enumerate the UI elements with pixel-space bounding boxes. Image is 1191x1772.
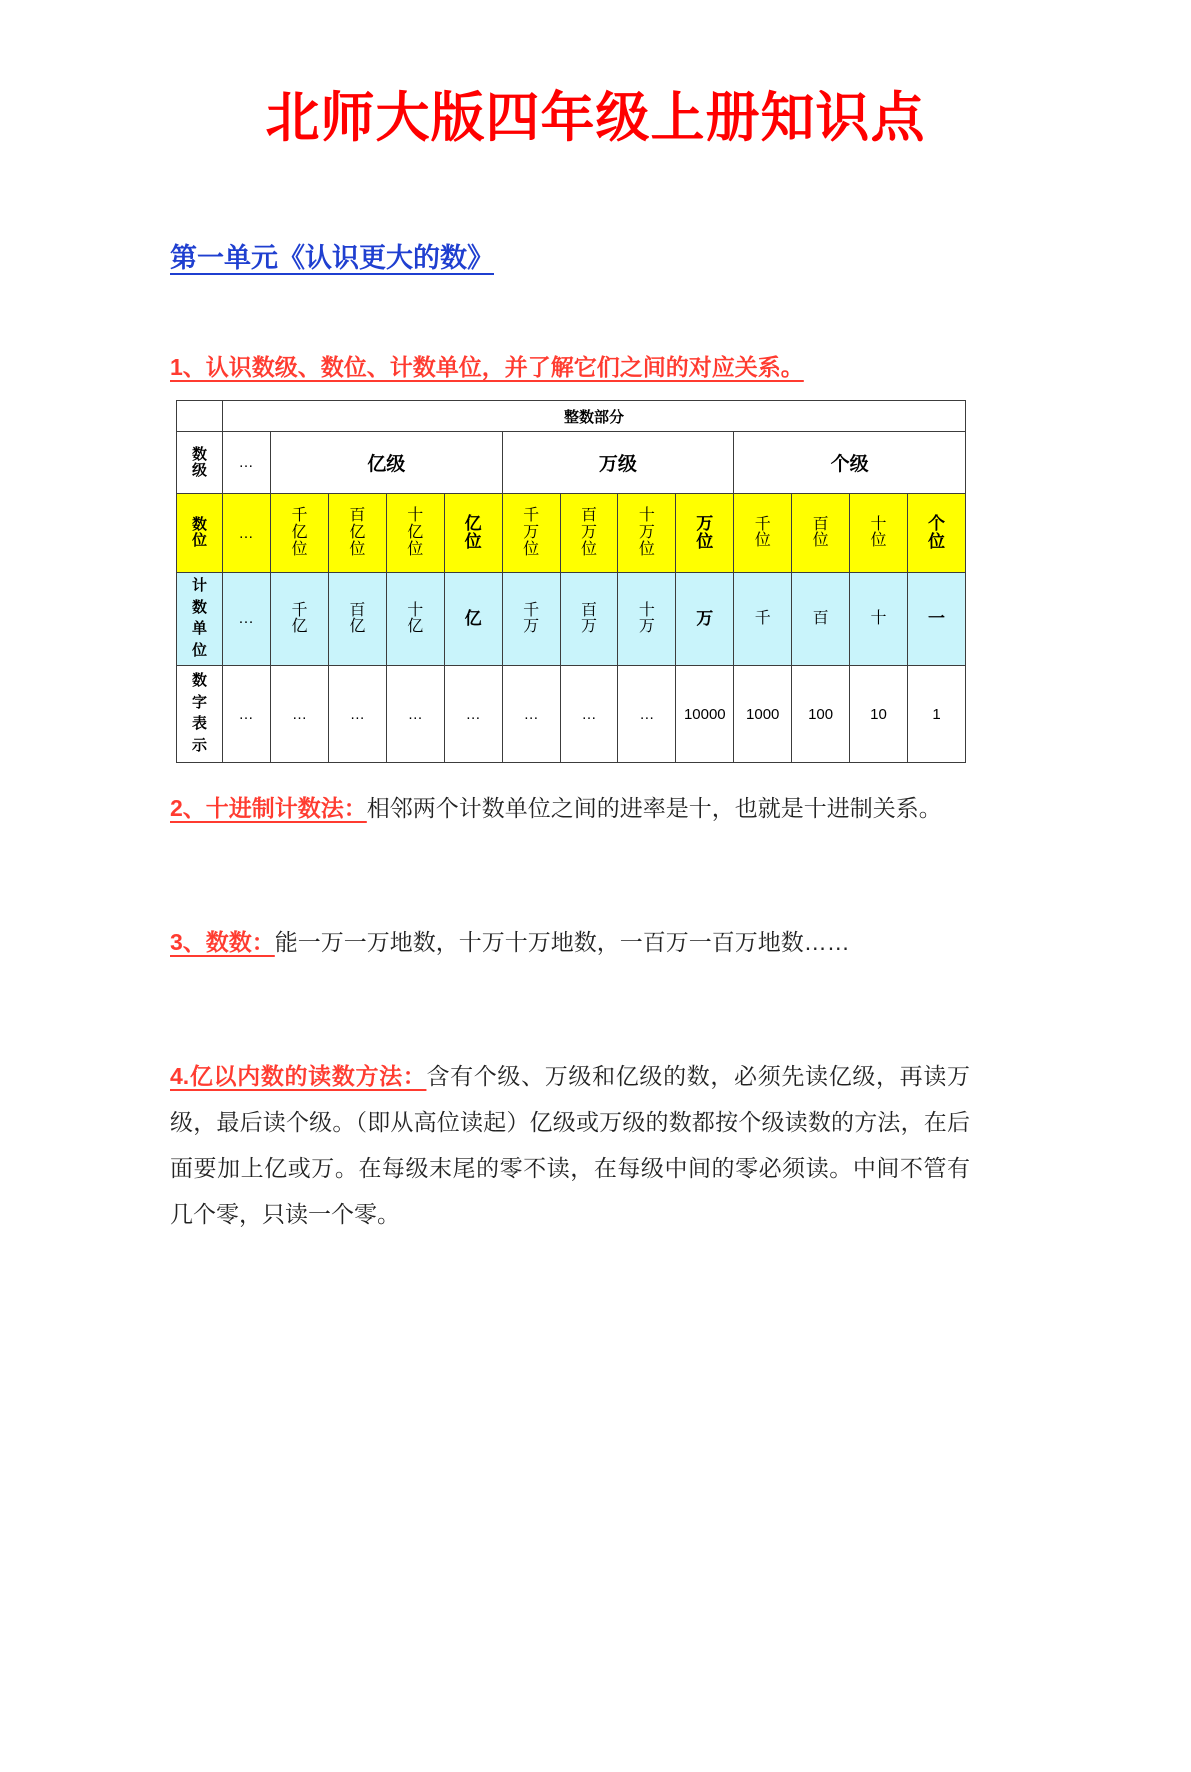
- numeric-cell: …: [560, 666, 618, 763]
- stack-char: 亿: [464, 609, 482, 629]
- unit-ellipsis-cell: …: [223, 573, 271, 666]
- stack-char: 万: [638, 523, 655, 541]
- section-2-lead: 2、十进制计数法：: [170, 795, 367, 822]
- section-3-body: 能一万一万地数，十万十万地数，一百万一百万地数……: [274, 929, 850, 956]
- stack-char: 万: [580, 523, 597, 541]
- section-2-paragraph: [170, 785, 970, 831]
- stack-char: 十: [407, 601, 424, 619]
- grade-cell-wan: 万级: [502, 432, 734, 494]
- stack-char: 十: [870, 515, 887, 533]
- table-row-top-header: [177, 401, 966, 432]
- digit-stack: [329, 508, 386, 559]
- numeric-cell: …: [271, 666, 329, 763]
- stack-char: 千: [754, 515, 771, 533]
- row-label-digit: 数 位: [177, 494, 223, 573]
- spacer: [0, 831, 1191, 897]
- digit-stack: [445, 515, 502, 551]
- stack-char: 亿: [291, 523, 308, 541]
- unit-stack: [271, 603, 328, 637]
- count-unit-cell: [560, 573, 618, 666]
- count-unit-cell: [444, 573, 502, 666]
- stack-char: 位: [580, 540, 597, 558]
- stack-char: 千: [754, 609, 771, 627]
- unit-stack: [387, 603, 444, 637]
- stack-char: 十: [638, 507, 655, 525]
- stack-char: 亿: [349, 523, 366, 541]
- row-label-count-unit: 计 数 单 位: [177, 573, 223, 666]
- stack-char: 位: [638, 540, 655, 558]
- digit-stack: [734, 517, 791, 551]
- corner-cell: [177, 401, 223, 432]
- stack-char: 百: [580, 601, 597, 619]
- unit-stack: [676, 610, 733, 628]
- count-unit-cell: [502, 573, 560, 666]
- stack-char: 万: [638, 618, 655, 636]
- digit-cell: [618, 494, 676, 573]
- section-3-lead: 3、数数：: [170, 929, 275, 956]
- stack-char: 位: [927, 532, 945, 552]
- stack-char: 个: [927, 514, 945, 534]
- section-1-heading: [170, 349, 1191, 382]
- numeric-cell: …: [444, 666, 502, 763]
- row-label-numeric: 数 字 表 示: [177, 666, 223, 763]
- digit-stack: [271, 508, 328, 559]
- digit-cell: [850, 494, 908, 573]
- unit-heading: 第一单元《认识更大的数》: [170, 243, 494, 274]
- count-unit-cell: [907, 573, 965, 666]
- grade-ellipsis-cell: …: [223, 432, 271, 494]
- numeric-ellipsis-cell: …: [223, 666, 271, 763]
- stack-char: 十: [870, 609, 887, 627]
- digit-cell: [328, 494, 386, 573]
- unit-heading-row: [0, 148, 1191, 275]
- table-row-digit-place: [177, 494, 966, 573]
- stack-char: 千: [523, 507, 540, 525]
- page-title: 北师大版四年级上册知识点: [265, 88, 926, 148]
- count-unit-cell: [676, 573, 734, 666]
- stack-char: 位: [291, 540, 308, 558]
- numeric-cell: 100: [792, 666, 850, 763]
- count-unit-cell: [734, 573, 792, 666]
- place-value-table-wrap: [176, 400, 1191, 763]
- stack-char: 万: [580, 618, 597, 636]
- place-value-table: [176, 400, 966, 763]
- table-row-numeric: [177, 666, 966, 763]
- stack-char: 百: [812, 609, 829, 627]
- document-page: [0, 88, 1191, 1772]
- stack-char: 亿: [291, 618, 308, 636]
- stack-char: 位: [696, 532, 714, 552]
- stack-char: 百: [349, 601, 366, 619]
- numeric-cell: …: [328, 666, 386, 763]
- digit-ellipsis-cell: …: [223, 494, 271, 573]
- count-unit-cell: [271, 573, 329, 666]
- stack-char: 万: [696, 514, 714, 534]
- stack-char: 千: [291, 601, 308, 619]
- unit-stack: [329, 603, 386, 637]
- digit-cell: [444, 494, 502, 573]
- top-header-cell: 整数部分: [223, 401, 966, 432]
- digit-cell: [734, 494, 792, 573]
- numeric-cell: 1000: [734, 666, 792, 763]
- stack-char: 位: [812, 532, 829, 550]
- digit-stack: [618, 508, 675, 559]
- section-4-paragraph: [170, 1053, 970, 1237]
- numeric-cell: 1: [907, 666, 965, 763]
- stack-char: 千: [523, 601, 540, 619]
- unit-stack: [445, 610, 502, 628]
- grade-cell-yi: 亿级: [271, 432, 503, 494]
- section-1-lead: 1、认识数级、数位、计数单位，并了解它们之间的对应关系。: [170, 354, 804, 381]
- stack-char: 位: [870, 532, 887, 550]
- table-row-grade: [177, 432, 966, 494]
- digit-stack: [850, 517, 907, 551]
- unit-stack: [850, 611, 907, 628]
- numeric-cell: …: [618, 666, 676, 763]
- stack-char: 亿: [407, 523, 424, 541]
- unit-stack: [561, 603, 618, 637]
- digit-cell: [502, 494, 560, 573]
- digit-cell: [386, 494, 444, 573]
- digit-cell: [792, 494, 850, 573]
- stack-char: 百: [349, 507, 366, 525]
- stack-char: 位: [754, 532, 771, 550]
- count-unit-cell: [328, 573, 386, 666]
- row-label-grade: 数 级: [177, 432, 223, 494]
- count-unit-cell: [618, 573, 676, 666]
- table-row-count-unit: [177, 573, 966, 666]
- numeric-cell: …: [502, 666, 560, 763]
- numeric-cell: 10: [850, 666, 908, 763]
- section-4-body: 含有个级、万级和亿级的数，必须先读亿级，再读万级，最后读个级。（即从高位读起）亿级或万级的数都按个级读数的方法，在后面要加上亿或万。在每级末尾的零不读，在每级中间的零必须读。中间不管有几个零，只读一个零。: [170, 1063, 970, 1228]
- stack-char: 位: [523, 540, 540, 558]
- section-2-body: 相邻两个计数单位之间的进率是十，也就是十进制关系。: [366, 795, 942, 822]
- stack-char: 十: [407, 507, 424, 525]
- digit-stack: [792, 517, 849, 551]
- unit-stack: [618, 603, 675, 637]
- count-unit-cell: [850, 573, 908, 666]
- section-4-lead: 4.亿以内数的读数方法：: [170, 1063, 427, 1090]
- digit-stack: [676, 515, 733, 551]
- stack-char: 位: [464, 532, 482, 552]
- stack-char: 一: [927, 609, 945, 629]
- digit-stack: [908, 515, 965, 551]
- numeric-cell: 10000: [676, 666, 734, 763]
- numeric-cell: …: [386, 666, 444, 763]
- stack-char: 十: [638, 601, 655, 619]
- section-3-paragraph: [170, 919, 970, 965]
- digit-stack: [503, 508, 560, 559]
- count-unit-cell: [386, 573, 444, 666]
- unit-stack: [503, 603, 560, 637]
- stack-char: 亿: [464, 514, 482, 534]
- digit-stack: [561, 508, 618, 559]
- digit-stack: [387, 508, 444, 559]
- digit-cell: [907, 494, 965, 573]
- stack-char: 万: [523, 618, 540, 636]
- grade-cell-ge: 个级: [734, 432, 966, 494]
- stack-char: 亿: [407, 618, 424, 636]
- digit-cell: [676, 494, 734, 573]
- stack-char: 位: [407, 540, 424, 558]
- unit-stack: [792, 611, 849, 628]
- unit-stack: [908, 610, 965, 628]
- stack-char: 万: [696, 609, 714, 629]
- unit-stack: [734, 611, 791, 628]
- stack-char: 位: [349, 540, 366, 558]
- stack-char: 百: [812, 515, 829, 533]
- stack-char: 万: [523, 523, 540, 541]
- stack-char: 千: [291, 507, 308, 525]
- digit-cell: [560, 494, 618, 573]
- spacer: [0, 965, 1191, 1031]
- stack-char: 百: [580, 507, 597, 525]
- digit-cell: [271, 494, 329, 573]
- stack-char: 亿: [349, 618, 366, 636]
- count-unit-cell: [792, 573, 850, 666]
